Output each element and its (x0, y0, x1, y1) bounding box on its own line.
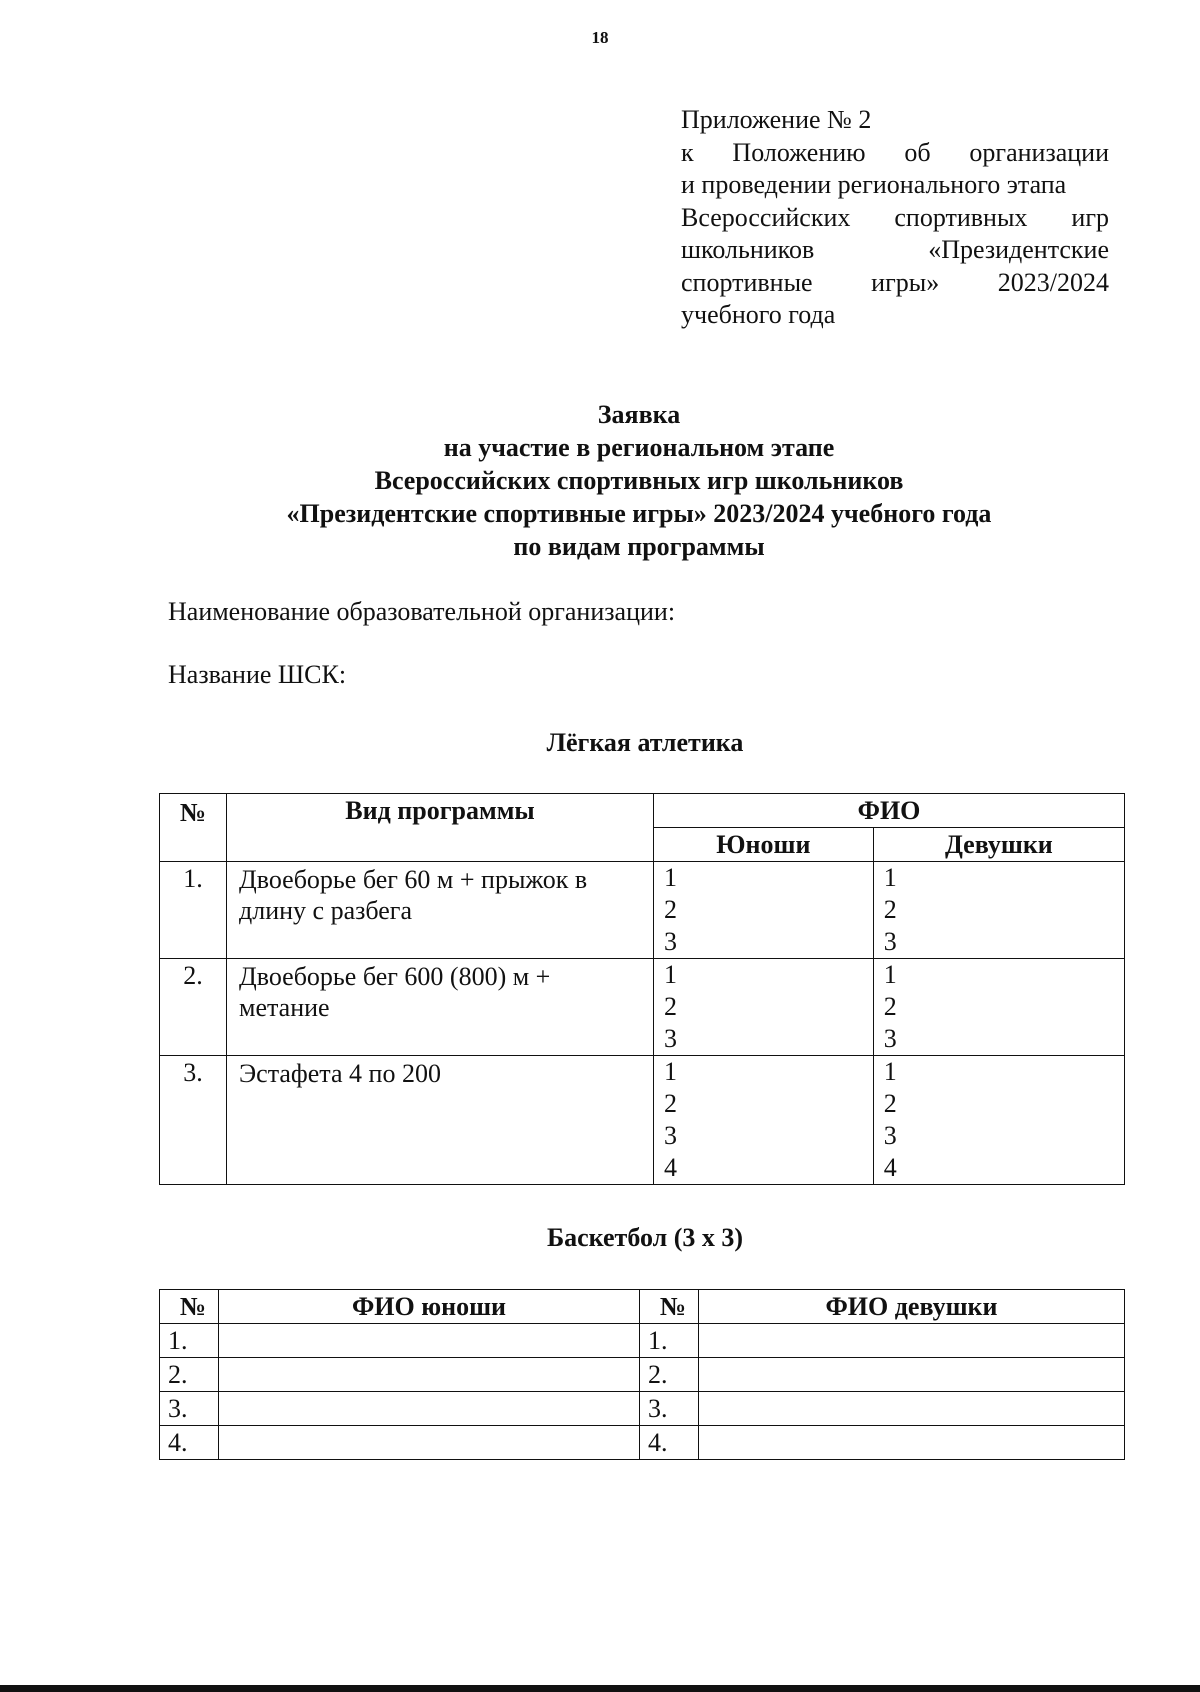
girls-name-cell[interactable] (699, 1392, 1125, 1426)
basketball-title: Баскетбол (3 х 3) (546, 1223, 744, 1252)
title-line: Заявка (597, 400, 681, 429)
basketball-table (159, 1289, 1125, 1460)
girls-slot: 1 (883, 863, 897, 892)
boys-name-cell[interactable] (219, 1392, 640, 1426)
table-row (160, 959, 1125, 1056)
appendix-line: учебного года (681, 300, 836, 329)
athletics-title: Лёгкая атлетика (546, 728, 744, 757)
header-girls: ФИО девушки (699, 1290, 1125, 1324)
boys-slot: 3 (664, 1024, 677, 1053)
header-program: Вид программы (227, 794, 654, 862)
girls-name-cell[interactable] (699, 1324, 1125, 1358)
girls-cell (873, 1056, 1124, 1185)
row-num-boys: 4. (160, 1426, 219, 1460)
row-num-girls: 4. (640, 1426, 699, 1460)
header-row (160, 794, 1125, 828)
boys-slot: 2 (664, 992, 677, 1021)
title-line: Всероссийских спортивных игр школьников (374, 466, 904, 495)
girls-slot: 4 (883, 1153, 897, 1182)
row-num-girls: 3. (640, 1392, 699, 1426)
girls-name-cell[interactable] (699, 1426, 1125, 1460)
title-line: на участие в региональном этапе (443, 433, 835, 462)
boys-slot: 1 (664, 1057, 677, 1086)
row-num-boys: 2. (160, 1358, 219, 1392)
appendix-line: Приложение № 2 (681, 105, 872, 134)
boys-name-cell[interactable] (219, 1426, 640, 1460)
row-num-girls: 2. (640, 1358, 699, 1392)
row-num-boys: 3. (160, 1392, 219, 1426)
row-num-boys: 1. (160, 1324, 219, 1358)
table-row (160, 1056, 1125, 1185)
table-row (160, 862, 1125, 959)
girls-slot: 2 (883, 1089, 897, 1118)
table-row (160, 1392, 1125, 1426)
boys-slot: 3 (664, 927, 677, 956)
girls-slot: 3 (883, 1024, 897, 1053)
header-num-girls: № (640, 1290, 699, 1324)
girls-slot: 2 (883, 895, 897, 924)
bottom-scan-edge (0, 1685, 1200, 1692)
boys-slot: 3 (664, 1121, 677, 1150)
organization-label: Наименование образовательной организации: (168, 597, 676, 626)
girls-cell (873, 862, 1124, 959)
girls-slot: 3 (883, 1121, 897, 1150)
table-row (160, 1358, 1125, 1392)
title-line: «Президентские спортивные игры» 2023/2024 учебного года (286, 499, 992, 528)
header-girls: Девушки (873, 828, 1124, 862)
appendix-line: школьников «Президентские (681, 235, 1109, 264)
page-number: 18 (591, 28, 609, 47)
boys-slot: 2 (664, 1089, 677, 1118)
header-row (160, 1290, 1125, 1324)
appendix-block (681, 104, 1109, 332)
boys-cell (654, 862, 874, 959)
header-boys: Юноши (654, 828, 874, 862)
row-num: 1. (160, 862, 227, 959)
title-line: по видам программы (513, 532, 765, 561)
club-label: Название ШСК: (168, 660, 347, 689)
row-program: Двоеборье бег 60 м + прыжок в длину с разбега (227, 862, 654, 959)
boys-slot: 4 (664, 1153, 677, 1182)
row-num: 2. (160, 959, 227, 1056)
row-program: Эстафета 4 по 200 (227, 1056, 654, 1185)
girls-slot: 3 (883, 927, 897, 956)
header-num: № (160, 794, 227, 862)
header-fio: ФИО (654, 794, 1125, 828)
boys-name-cell[interactable] (219, 1358, 640, 1392)
header-num-boys: № (160, 1290, 219, 1324)
boys-slot: 2 (664, 895, 677, 924)
girls-slot: 1 (883, 960, 897, 989)
boys-cell (654, 959, 874, 1056)
girls-slot: 2 (883, 992, 897, 1021)
header-boys: ФИО юноши (219, 1290, 640, 1324)
boys-slot: 1 (664, 863, 677, 892)
appendix-line: к Положению об организации (681, 137, 1109, 167)
appendix-line: спортивные игры» 2023/2024 (681, 267, 1109, 297)
girls-cell (873, 959, 1124, 1056)
boys-slot: 1 (664, 960, 677, 989)
row-num-girls: 1. (640, 1324, 699, 1358)
girls-slot: 1 (883, 1057, 897, 1086)
appendix-line: Всероссийских спортивных игр (681, 202, 1109, 232)
boys-cell (654, 1056, 874, 1185)
table-row (160, 1426, 1125, 1460)
boys-name-cell[interactable] (219, 1324, 640, 1358)
athletics-table (159, 793, 1125, 1185)
girls-name-cell[interactable] (699, 1358, 1125, 1392)
row-num: 3. (160, 1056, 227, 1185)
table-row (160, 1324, 1125, 1358)
document-title (0, 398, 1200, 563)
appendix-line: и проведении регионального этапа (681, 170, 1067, 199)
row-program: Двоеборье бег 600 (800) м + метание (227, 959, 654, 1056)
